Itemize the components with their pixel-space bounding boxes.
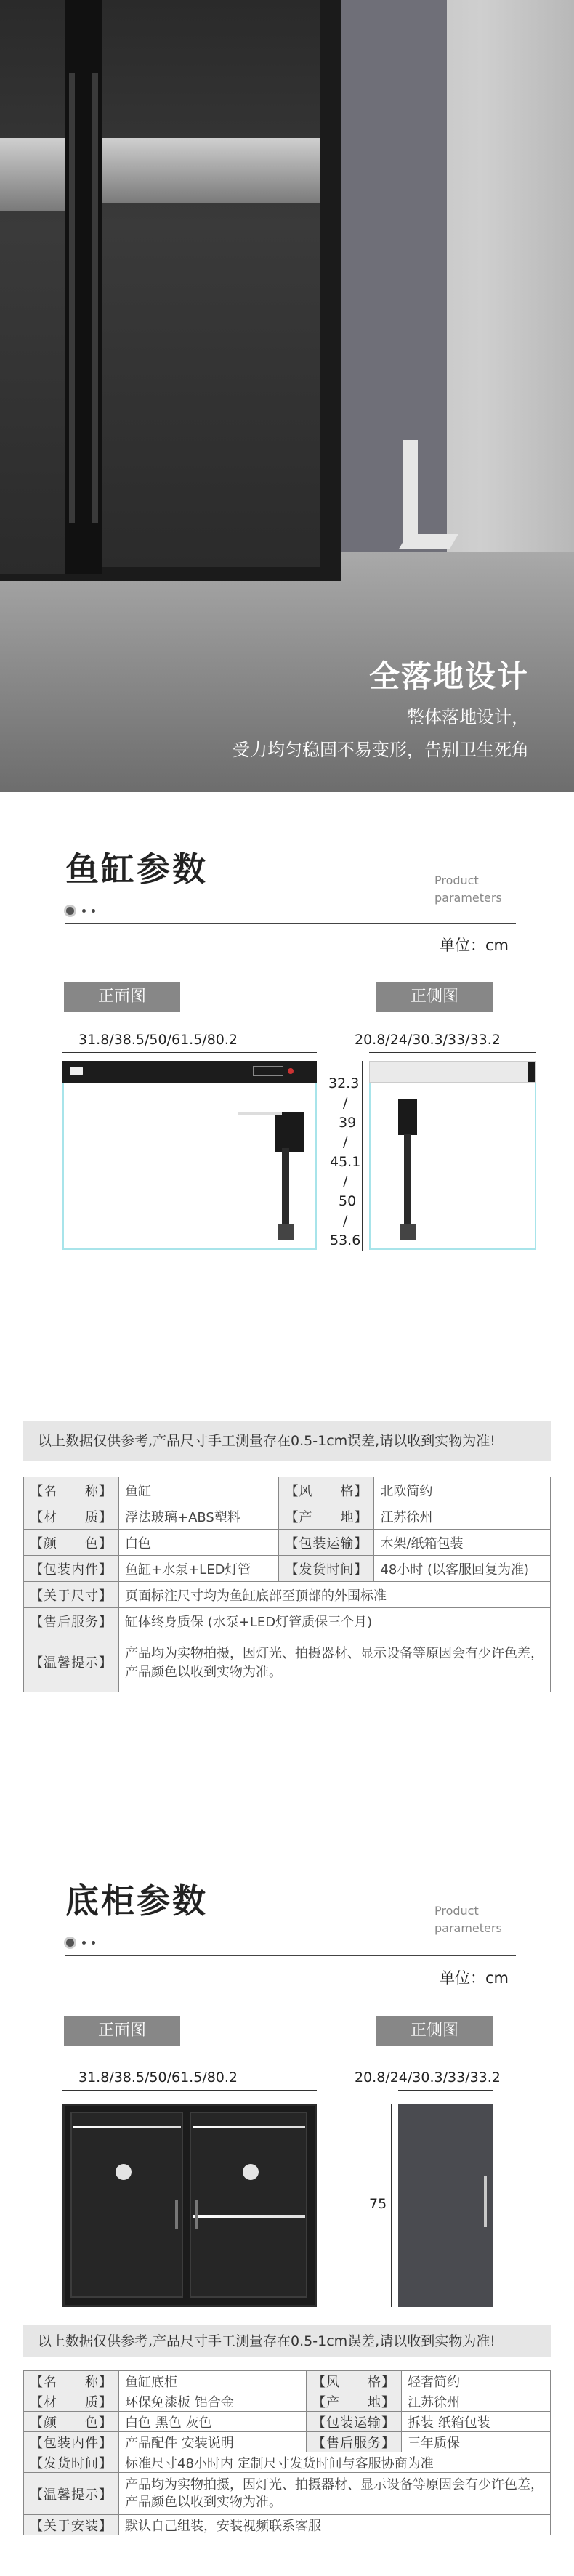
tank-width-dims: 31.8/38.5/50/61.5/80.2 <box>78 1032 238 1048</box>
hero-cabinet-image <box>0 0 341 581</box>
cabinet-depth-dims: 20.8/24/30.3/33/33.2 <box>355 2070 501 2086</box>
cabinet-unit: 单位：cm <box>439 1969 509 1987</box>
tank-depth-dims: 20.8/24/30.3/33/33.2 <box>355 1032 501 1048</box>
cabinet-side-drawing <box>398 2104 493 2307</box>
tank-side-drawing <box>369 1083 536 1250</box>
cabinet-params-table <box>23 2370 551 2535</box>
cabinet-section-en-1: Product <box>434 1904 479 1918</box>
hero-banner <box>0 0 574 792</box>
table-row: 【包装内件】 产品配件 安装说明 【售后服务】 三年质保 <box>24 2432 551 2452</box>
hero-subtitle-2: 受力均匀稳固不易变形，告别卫生死角 <box>233 740 529 760</box>
table-row: 【售后服务】 缸体终身质保 (水泵+LED灯管质保三个月) <box>24 1608 551 1634</box>
tank-notice: 以上数据仅供参考,产品尺寸手工测量存在0.5-1cm误差,请以收到实物为准! <box>23 1421 551 1461</box>
section-dots <box>64 905 95 917</box>
table-row: 【颜 色】 白色 【包装运输】 木架/纸箱包装 <box>24 1530 551 1556</box>
tank-section-title: 鱼缸参数 <box>65 849 208 889</box>
tank-side-tag: 正侧图 <box>376 982 493 1012</box>
hero-subtitle-1: 整体落地设计， <box>407 707 529 727</box>
cabinet-section-title: 底柜参数 <box>65 1881 208 1921</box>
table-row: 【发货时间】 标准尺寸48小时内 定制尺寸发货时间与客服协商为准 <box>24 2452 551 2473</box>
tank-unit: 单位：cm <box>439 937 509 954</box>
table-row: 【关于尺寸】 页面标注尺寸均为鱼缸底部至顶部的外围标准 <box>24 1582 551 1608</box>
tank-section-en-2: parameters <box>434 891 502 905</box>
table-row: 【关于安装】 默认自己组装，安装视频联系客服 <box>24 2515 551 2535</box>
cabinet-front-tag: 正面图 <box>64 2016 180 2046</box>
table-row: 【名 称】 鱼缸底柜 【风 格】 轻奢简约 <box>24 2371 551 2391</box>
tank-front-drawing <box>62 1083 317 1250</box>
table-row: 【温馨提示】 产品均为实物拍摄，因灯光、拍摄器材、显示设备等原因会有少许色差，产品颜色以收到实物为准。 <box>24 1634 551 1692</box>
table-row: 【包装内件】 鱼缸+水泵+LED灯管 【发货时间】 48小时 (以客服回复为准) <box>24 1556 551 1582</box>
section-divider <box>65 923 516 924</box>
tank-lid <box>62 1061 317 1083</box>
cabinet-width-dims: 31.8/38.5/50/61.5/80.2 <box>78 2070 238 2086</box>
table-row: 【温馨提示】 产品均为实物拍摄，因灯光、拍摄器材、显示设备等原因会有少许色差，产品颜色以收到实物为准。 <box>24 2473 551 2515</box>
cabinet-front-drawing <box>62 2104 317 2307</box>
cabinet-notice: 以上数据仅供参考,产品尺寸手工测量存在0.5-1cm误差,请以收到实物为准! <box>23 2325 551 2357</box>
cabinet-section-en-2: parameters <box>434 1921 502 1935</box>
table-row: 【材 质】 环保免漆板 铝合金 【产 地】 江苏徐州 <box>24 2391 551 2412</box>
tank-side-lid <box>369 1061 536 1083</box>
hero-bracket <box>403 440 418 549</box>
tank-section-en-1: Product <box>434 873 479 887</box>
section-divider <box>65 1955 516 1956</box>
table-row: 【颜 色】 白色 黑色 灰色 【包装运输】 拆装 纸箱包装 <box>24 2412 551 2432</box>
table-row: 【名 称】 鱼缸 【风 格】 北欧简约 <box>24 1477 551 1503</box>
table-row: 【材 质】 浮法玻璃+ABS塑料 【产 地】 江苏徐州 <box>24 1503 551 1530</box>
hero-title: 全落地设计 <box>368 658 529 694</box>
tank-params-table <box>23 1477 551 1692</box>
tank-front-tag: 正面图 <box>64 982 180 1012</box>
cabinet-height-dim: 75 <box>369 2196 387 2212</box>
cabinet-side-tag: 正侧图 <box>376 2016 493 2046</box>
section-dots <box>64 1937 95 1949</box>
hero-wall-panel <box>331 0 447 574</box>
